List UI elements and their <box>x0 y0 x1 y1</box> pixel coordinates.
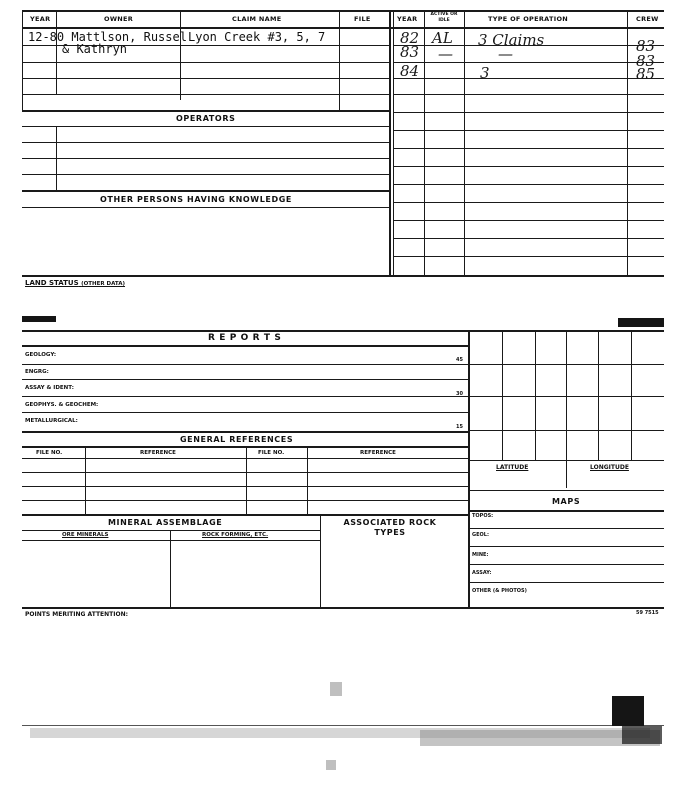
scan-line <box>22 725 664 726</box>
points-meriting-label: POINTS MERITING ATTENTION: <box>25 611 129 618</box>
ref-reference-1: REFERENCE <box>140 450 176 456</box>
mineral-assemblage-title: MINERAL ASSEMBLAGE <box>108 518 223 527</box>
redaction-mark <box>22 316 56 322</box>
ref-file-no-2: FILE NO. <box>258 450 285 456</box>
header-year: YEAR <box>30 15 51 23</box>
maps-other: OTHER (& PHOTOS) <box>472 588 527 594</box>
op-year: 82 <box>400 29 420 47</box>
op-status: — <box>438 45 453 63</box>
header-claim-name: CLAIM NAME <box>232 15 282 23</box>
op-type: 3 Claims <box>478 31 545 49</box>
general-references-title: GENERAL REFERENCES <box>180 435 294 444</box>
report-geophys: GEOPHYS. & GEOCHEM: <box>25 402 99 408</box>
land-status-sub: (OTHER DATA) <box>81 281 126 287</box>
op-crew: 85 <box>636 65 656 83</box>
redaction-mark <box>618 318 664 327</box>
registration-mark <box>612 696 644 726</box>
header-year-ops: YEAR <box>397 15 418 23</box>
report-num: 30 <box>456 391 463 397</box>
longitude-label: LONGITUDE <box>590 464 629 471</box>
header-crew: CREW <box>636 15 659 23</box>
operators-title: OPERATORS <box>176 114 236 123</box>
owner-entry: 12-80 Mattlson, Russel <box>28 30 187 44</box>
ref-file-no-1: FILE NO. <box>36 450 63 456</box>
op-type: 3 <box>480 64 490 82</box>
owner-entry-cont: & Kathryn <box>62 42 128 56</box>
scan-speck <box>330 682 342 696</box>
header-active-idle: ACTIVE OR IDLE <box>430 12 458 23</box>
op-year: 84 <box>400 62 420 80</box>
report-engrg: ENGRG: <box>25 369 49 375</box>
ref-reference-2: REFERENCE <box>360 450 396 456</box>
report-num: 45 <box>456 357 463 363</box>
scan-blot <box>622 726 662 744</box>
report-metallurgical: METALLURGICAL: <box>25 418 78 424</box>
maps-geol: GEOL: <box>472 532 489 538</box>
maps-assay: ASSAY: <box>472 570 492 576</box>
reports-title: R E P O R T S <box>208 333 282 343</box>
report-assay: ASSAY & IDENT: <box>25 385 74 391</box>
header-owner: OWNER <box>104 15 134 23</box>
associated-rock-types-title: ASSOCIATED ROCK TYPES <box>343 518 437 537</box>
rock-forming-header: ROCK FORMING, ETC. <box>202 532 269 538</box>
scan-speck <box>326 760 336 770</box>
op-crew: 83 <box>636 37 656 55</box>
form-number: 59 7515 <box>636 610 659 616</box>
other-persons-title: OTHER PERSONS HAVING KNOWLEDGE <box>100 195 292 204</box>
maps-title: MAPS <box>552 497 581 506</box>
op-type: — <box>498 45 513 63</box>
header-type-of-operation: TYPE OF OPERATION <box>488 15 569 23</box>
claim-entry: Lyon Creek #3, 5, 7 <box>188 30 326 44</box>
ore-minerals-header: ORE MINERALS <box>62 532 109 538</box>
maps-topos: TOPOS: <box>472 513 494 519</box>
op-status: AL <box>432 29 453 47</box>
latitude-label: LATITUDE <box>496 464 529 471</box>
op-crew: 83 <box>636 52 656 70</box>
header-file: FILE <box>354 15 371 23</box>
op-year: 83 <box>400 43 420 61</box>
land-status-title: LAND STATUS <box>25 279 79 287</box>
maps-mine: MINE: <box>472 552 489 558</box>
report-geology: GEOLOGY: <box>25 352 57 358</box>
report-num: 15 <box>456 424 463 430</box>
